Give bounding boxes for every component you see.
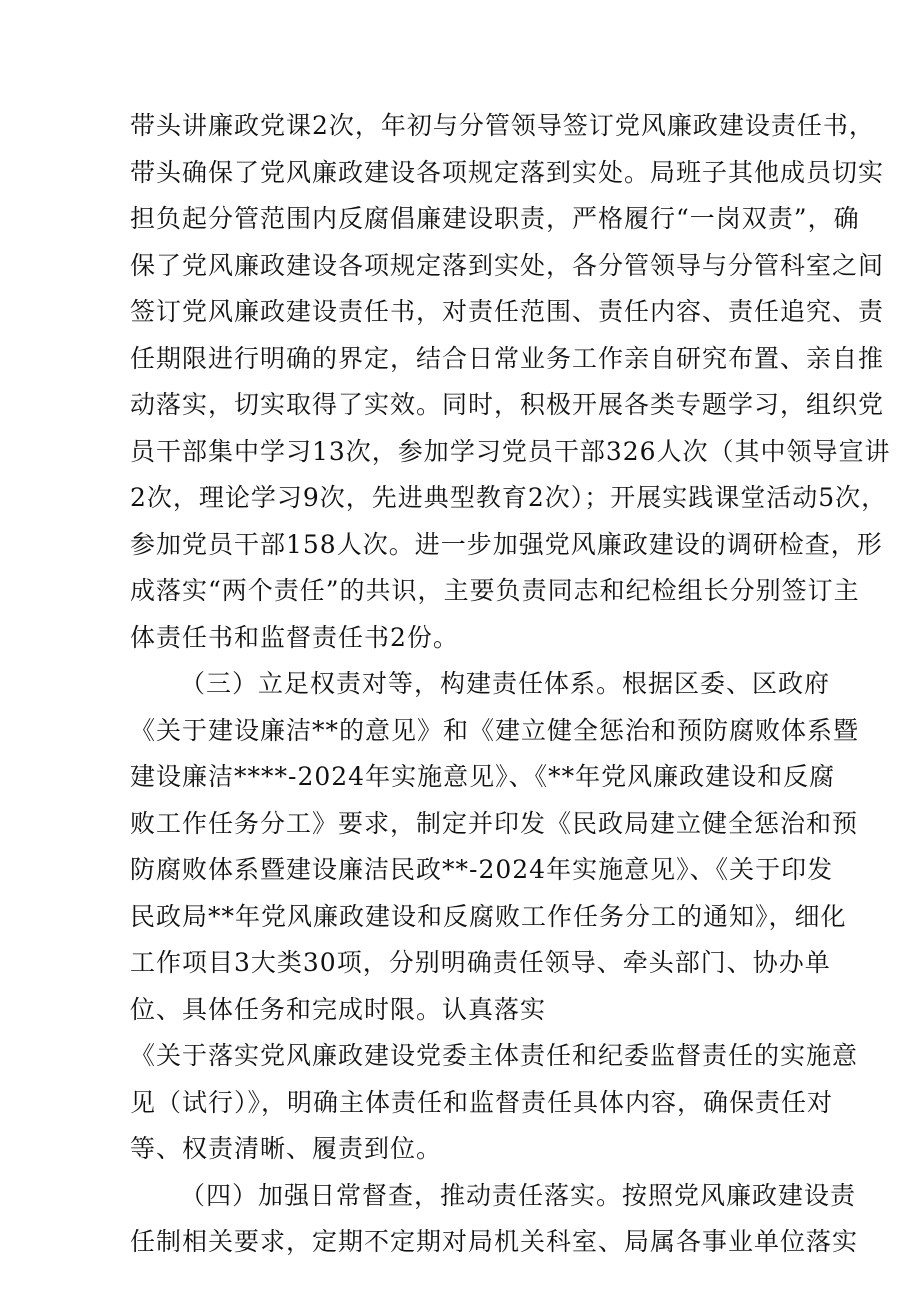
- text-line: 等、权责清晰、履责到位。: [130, 1134, 443, 1163]
- section-four-heading-line: （四）加强日常督查，推动责任落实。按照党风廉政建设责: [180, 1181, 857, 1210]
- text-line: 签订党风廉政建设责任书，对责任范围、责任内容、责任追究、责: [130, 297, 885, 326]
- text-line: 任制相关要求，定期不定期对局机关科室、局属各事业单位落实: [130, 1227, 859, 1256]
- text-line: 担负起分管范围内反腐倡廉建设职责，严格履行“一岗双责”，确: [130, 204, 860, 233]
- section-three-heading-line: （三）立足权责对等，构建责任体系。根据区委、区政府: [180, 669, 831, 698]
- text-line: 败工作任务分工》要求，制定并印发《民政局建立健全惩治和预: [130, 809, 859, 838]
- text-line: 员干部集中学习13次，参加学习党员干部326人次（其中领导宣讲: [130, 437, 891, 466]
- text-line: 建设廉洁****-2024年实施意见》、《**年党风廉政建设和反腐: [130, 762, 836, 791]
- text-line: 任期限进行明确的界定，结合日常业务工作亲自研究布置、亲自推: [130, 344, 885, 373]
- text-line: 2次，理论学习9次，先进典型教育2次）；开展实践课堂活动5次，: [130, 483, 888, 512]
- text-line: 带头确保了党风廉政建设各项规定落到实处。局班子其他成员切实: [130, 158, 885, 187]
- text-line: 《关于建设廉洁**的意见》和《建立健全惩治和预防腐败体系暨: [130, 716, 860, 745]
- text-line: 保了党风廉政建设各项规定落到实处，各分管领导与分管科室之间: [130, 251, 885, 280]
- text-line: 位、具体任务和完成时限。认真落实: [130, 995, 547, 1024]
- text-line: 参加党员干部158人次。进一步加强党风廉政建设的调研检查，形: [130, 530, 883, 559]
- text-line: 动落实，切实取得了实效。同时，积极开展各类专题学习，组织党: [130, 390, 885, 419]
- text-line: 民政局**年党风廉政建设和反腐败工作任务分工的通知》，细化: [130, 902, 847, 931]
- text-line: 体责任书和监督责任书2份。: [130, 623, 459, 652]
- text-line: 工作项目3大类30项，分别明确责任领导、牵头部门、协办单: [130, 948, 831, 977]
- text-line: 《关于落实党风廉政建设党委主体责任和纪委监督责任的实施意: [130, 1041, 859, 1070]
- text-line: 见（试行）》，明确主体责任和监督责任具体内容，确保责任对: [130, 1088, 834, 1117]
- text-line: 防腐败体系暨建设廉洁民政**-2024年实施意见》、《关于印发: [130, 855, 834, 884]
- text-line: 带头讲廉政党课2次，年初与分管领导签订党风廉政建设责任书，: [130, 111, 875, 140]
- text-line: 成落实“两个责任”的共识，主要负责同志和纪检组长分别签订主: [130, 576, 860, 605]
